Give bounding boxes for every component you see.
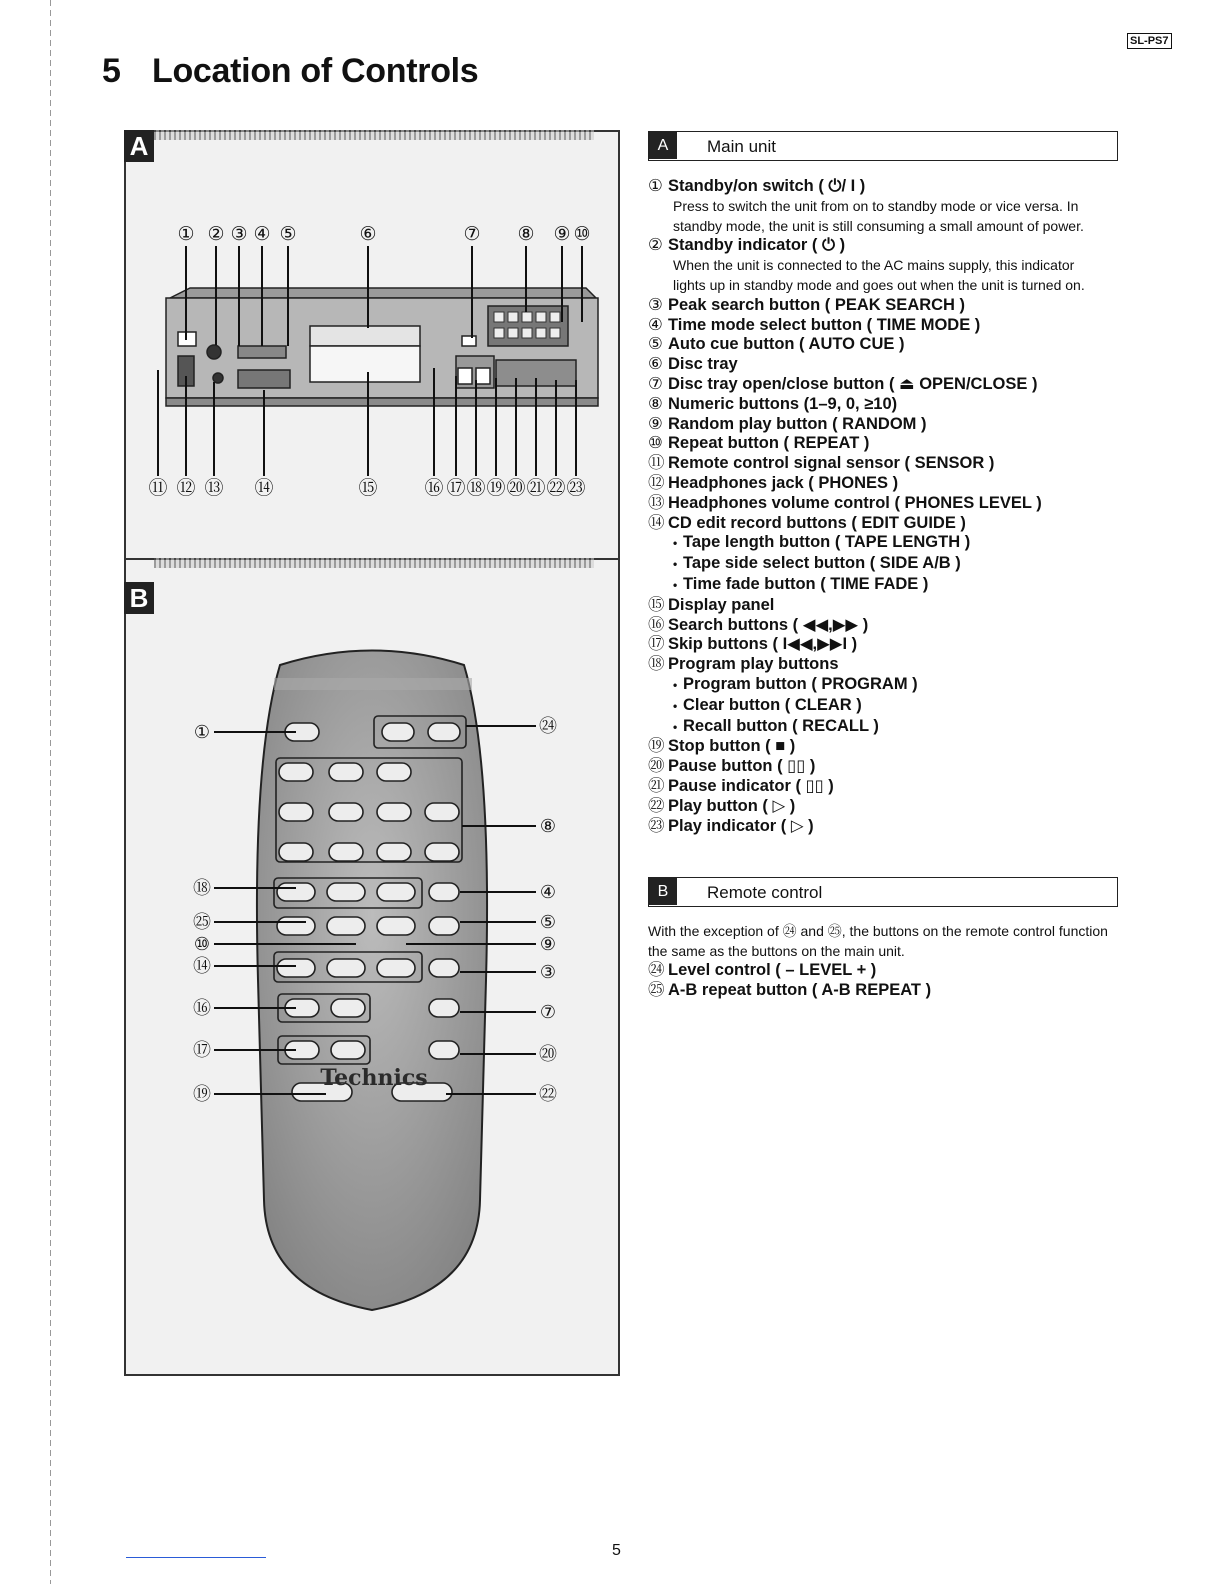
- numeric-key: [522, 328, 532, 338]
- numeric-key: [536, 328, 546, 338]
- item-label: A-B repeat button ( A-B REPEAT ): [668, 980, 932, 999]
- control-item: [648, 635, 1118, 655]
- sub-item: • Tape length button ( TAPE LENGTH ): [673, 533, 1118, 554]
- callout-number: ⑱: [466, 477, 486, 499]
- item-marker: ㉒: [648, 796, 665, 815]
- remote-button: [429, 883, 459, 901]
- model-tag: SL-PS7: [1127, 33, 1172, 49]
- item-label: Program play buttons: [668, 655, 839, 674]
- callout-number: ⑦: [463, 223, 481, 245]
- main-unit-header: [648, 131, 1118, 161]
- callout-number: ⑮: [358, 477, 378, 499]
- callout-number: ④: [539, 882, 557, 903]
- item-marker: ㉔: [648, 961, 665, 979]
- numeric-key: [508, 328, 518, 338]
- item-marker: ⑬: [648, 493, 665, 512]
- item-marker: ⑧: [648, 394, 663, 413]
- figure-main-unit: [124, 130, 620, 562]
- item-marker: ①: [648, 177, 663, 195]
- item-label: Search buttons ( ◀◀,▶▶ ): [668, 615, 869, 634]
- remote-button: [425, 803, 459, 821]
- callout-number: ⑤: [279, 223, 297, 245]
- remote-button: [327, 883, 365, 901]
- item-label: Peak search button ( PEAK SEARCH ): [668, 295, 966, 314]
- callout-number: ⑥: [359, 223, 377, 245]
- item-label: CD edit record buttons ( EDIT GUIDE ): [668, 513, 966, 532]
- callout-number: ⑩: [193, 934, 211, 955]
- sub-item: • Program button ( PROGRAM ): [673, 675, 1118, 696]
- control-item: [648, 316, 1118, 336]
- remote-control-heading: Remote control: [707, 883, 823, 902]
- control-item: [648, 375, 1118, 395]
- item-marker: ⑫: [648, 473, 665, 492]
- item-marker: ⑥: [648, 355, 663, 374]
- callout-number: ㉔: [539, 716, 557, 737]
- callout-number: ③: [539, 962, 557, 983]
- remote-button: [429, 959, 459, 977]
- remote-button: [277, 959, 315, 977]
- callout-number: ①: [193, 722, 211, 743]
- control-item: [648, 474, 1118, 494]
- main-unit-control-list: [648, 177, 1118, 836]
- remote-button: [331, 999, 365, 1017]
- binding-margin-line: [50, 0, 51, 1584]
- figure-a-letter: A: [124, 130, 154, 162]
- item-label: Headphones jack ( PHONES ): [668, 473, 899, 492]
- control-item: [648, 434, 1118, 454]
- item-label: Standby/on switch ( ⏻/ I ): [668, 177, 866, 195]
- item-marker: ⑱: [648, 655, 665, 674]
- callout-number: ②: [207, 223, 225, 245]
- control-item: [648, 777, 1118, 797]
- page-title: [102, 52, 478, 91]
- control-item: [648, 296, 1118, 316]
- item-marker: ⑤: [648, 335, 663, 354]
- remote-button: [425, 843, 459, 861]
- remote-brand-logo: Technics: [320, 1065, 428, 1091]
- remote-button: [377, 959, 415, 977]
- remote-body: [257, 651, 487, 1311]
- remote-control-badge: B: [649, 878, 677, 905]
- control-item: [648, 177, 1118, 197]
- control-item: [648, 395, 1118, 415]
- item-marker: ㉓: [648, 816, 665, 835]
- remote-button: [279, 763, 313, 781]
- callout-number: ㉒: [546, 477, 566, 499]
- control-item: [648, 981, 1118, 1001]
- callout-number: ⑧: [517, 223, 535, 245]
- control-item: [648, 236, 1118, 256]
- item-marker: ⑲: [648, 737, 665, 756]
- section-number: 5: [102, 52, 121, 90]
- item-marker: ㉑: [648, 776, 665, 795]
- callout-number: ⑯: [424, 477, 444, 499]
- remote-button: [429, 1041, 459, 1059]
- callout-number: ⑫: [176, 477, 196, 499]
- sub-item: • Time fade button ( TIME FADE ): [673, 575, 1118, 596]
- callout-number: ⑭: [254, 477, 274, 499]
- remote-button: [329, 763, 363, 781]
- item-label: Pause button ( ▯▯ ): [668, 757, 816, 776]
- control-item: [648, 797, 1118, 817]
- remote-button: [279, 803, 313, 821]
- remote-button: [429, 917, 459, 935]
- main-unit-heading: Main unit: [707, 137, 776, 156]
- item-marker: ⑯: [648, 615, 665, 634]
- remote-control-list: [648, 961, 1118, 1001]
- remote-button: [277, 883, 315, 901]
- callout-number: ⑲: [193, 1084, 211, 1105]
- control-item: [648, 355, 1118, 375]
- item-marker: ④: [648, 315, 663, 334]
- callout-number: ⑨: [539, 934, 557, 955]
- item-label: Auto cue button ( AUTO CUE ): [668, 335, 905, 354]
- figure-remote-control: [124, 558, 620, 1376]
- sub-item: • Tape side select button ( SIDE A/B ): [673, 554, 1118, 575]
- remote-button: [327, 917, 365, 935]
- callout-number: ㉓: [566, 477, 586, 499]
- callout-number: ⑩: [573, 223, 591, 245]
- callout-number: ⑱: [193, 878, 211, 899]
- remote-button: [329, 803, 363, 821]
- control-item: [648, 737, 1118, 757]
- remote-button: [377, 803, 411, 821]
- item-marker: ㉕: [648, 980, 665, 999]
- control-item: [648, 655, 1118, 675]
- callout-number: ⑪: [148, 477, 168, 499]
- remote-button: [377, 843, 411, 861]
- callout-number: ⑤: [539, 912, 557, 933]
- callout-number: ⑲: [486, 477, 506, 499]
- sub-item: • Recall button ( RECALL ): [673, 717, 1118, 738]
- item-label: Play indicator ( ▷ ): [668, 816, 814, 835]
- unit-body: [166, 288, 598, 406]
- callout-number: ⑳: [506, 477, 526, 499]
- callout-number: ⑬: [204, 477, 224, 499]
- remote-button: [327, 959, 365, 977]
- callout-number: ㉕: [193, 912, 211, 933]
- item-label: Disc tray: [668, 355, 738, 374]
- remote-button: [377, 763, 411, 781]
- numeric-key: [494, 312, 504, 322]
- numeric-key: [522, 312, 532, 322]
- remote-button: [382, 723, 414, 741]
- control-item: [648, 514, 1118, 534]
- item-marker: ②: [648, 236, 663, 255]
- remote-button: [279, 843, 313, 861]
- control-item: [648, 757, 1118, 777]
- callout-number: ⑰: [446, 477, 466, 499]
- item-label: Time mode select button ( TIME MODE ): [668, 315, 981, 334]
- remote-button: [377, 917, 415, 935]
- control-item: [648, 817, 1118, 837]
- numeric-key: [550, 328, 560, 338]
- item-description: When the unit is connected to the AC mains supply, this indicator: [673, 257, 1075, 274]
- callout-number: ⑧: [539, 816, 557, 837]
- callout-number: ⑰: [193, 1040, 211, 1061]
- item-label: Skip buttons ( I◀◀,▶▶I ): [668, 635, 858, 654]
- item-marker: ⑭: [648, 513, 665, 532]
- figure-b-letter: B: [124, 582, 154, 614]
- callout-number: ⑨: [553, 223, 571, 245]
- item-label: Repeat button ( REPEAT ): [668, 434, 870, 453]
- remote-control-intro: With the exception of ㉔ and ㉕, the buttons on the remote control function the same as the buttons on the main unit.: [648, 923, 1108, 959]
- callout-number: ③: [230, 223, 248, 245]
- main-unit-badge: A: [649, 132, 677, 159]
- callout-number: ㉑: [526, 477, 546, 499]
- item-label: Headphones volume control ( PHONES LEVEL ): [668, 493, 1042, 512]
- item-label: Level control ( – LEVEL + ): [668, 961, 877, 979]
- item-label: Disc tray open/close button ( ⏏ OPEN/CLOSE ): [668, 374, 1038, 393]
- item-label: Display panel: [668, 595, 775, 614]
- callout-number: ⑭: [193, 956, 211, 977]
- item-marker: ⑪: [648, 454, 665, 473]
- remote-control-header: [648, 877, 1118, 907]
- numeric-key: [508, 312, 518, 322]
- page-number: 5: [612, 1542, 621, 1559]
- remote-button: [429, 999, 459, 1017]
- item-marker: ⑰: [648, 635, 665, 654]
- numeric-key: [536, 312, 546, 322]
- callout-number: ⑯: [193, 998, 211, 1019]
- numeric-key: [550, 312, 560, 322]
- item-label: Play button ( ▷ ): [668, 796, 796, 815]
- title-text: Location of Controls: [152, 52, 479, 90]
- item-description: standby mode, the unit is still consuming a small amount of power.: [673, 217, 1084, 234]
- item-label: Numeric buttons (1–9, 0, ≥10): [668, 394, 898, 413]
- numeric-key: [494, 328, 504, 338]
- remote-button: [428, 723, 460, 741]
- item-description: Press to switch the unit from on to standby mode or vice versa. In: [673, 197, 1079, 214]
- control-item: [648, 335, 1118, 355]
- callout-number: ①: [177, 223, 195, 245]
- item-description: lights up in standby mode and goes out when the unit is turned on.: [673, 276, 1085, 293]
- callout-number: ④: [253, 223, 271, 245]
- callout-number: ⑳: [539, 1044, 557, 1065]
- control-item: [648, 596, 1118, 616]
- remote-control-drawing: [126, 560, 618, 1374]
- item-label: Pause indicator ( ▯▯ ): [668, 776, 834, 795]
- item-label: Stop button ( ■ ): [668, 737, 796, 756]
- item-marker: ⑦: [648, 374, 663, 393]
- control-item: [648, 494, 1118, 514]
- control-item: [648, 415, 1118, 435]
- control-item: [648, 616, 1118, 636]
- footer-rule: [126, 1557, 266, 1558]
- item-marker: ⑨: [648, 414, 663, 433]
- remote-button: [377, 883, 415, 901]
- control-item: [648, 961, 1118, 981]
- item-label: Standby indicator ( ⏻ ): [668, 236, 846, 255]
- sub-item: • Clear button ( CLEAR ): [673, 696, 1118, 717]
- callout-number: ㉒: [539, 1084, 557, 1105]
- item-label: Remote control signal sensor ( SENSOR ): [668, 454, 995, 473]
- remote-button: [329, 843, 363, 861]
- callout-number: ⑦: [539, 1002, 557, 1023]
- item-marker: ⑮: [648, 595, 665, 614]
- control-item: [648, 454, 1118, 474]
- remote-button: [277, 917, 315, 935]
- main-unit-drawing: [126, 132, 618, 560]
- item-marker: ③: [648, 295, 663, 314]
- remote-button: [331, 1041, 365, 1059]
- item-marker: ⑳: [648, 757, 665, 776]
- item-marker: ⑩: [648, 434, 663, 453]
- item-label: Random play button ( RANDOM ): [668, 414, 927, 433]
